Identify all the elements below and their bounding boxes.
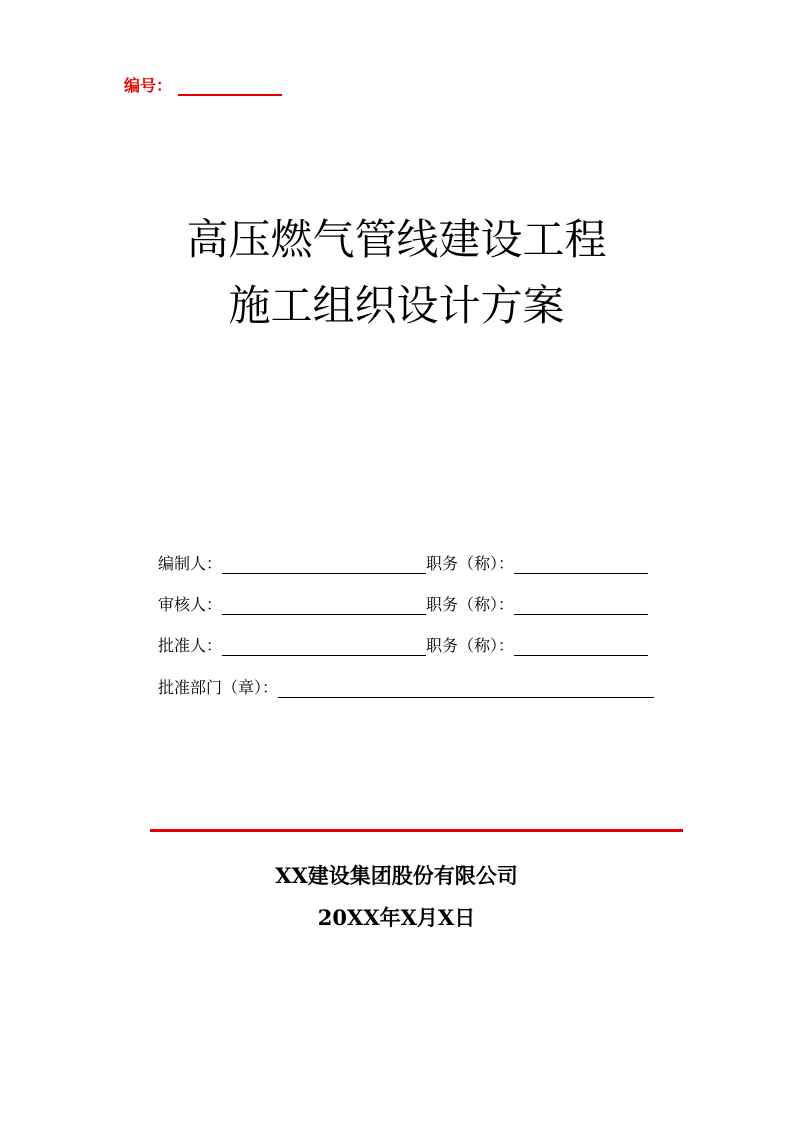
serial-blank-line[interactable] [178,78,282,96]
reviewer-label: 审核人： [158,595,223,614]
document-title-line1: 高压燃气管线建设工程 [186,215,607,264]
company-name: XX建设集团股份有限公司 [275,863,518,888]
red-divider [150,829,683,832]
document-title-line2: 施工组织设计方案 [228,281,565,330]
document-date: 20XX年X月X日 [317,905,476,930]
approval-dept-blank-line[interactable] [278,679,654,698]
approver-position-blank-line[interactable] [514,637,648,656]
compiler-position-blank-line[interactable] [514,555,648,574]
reviewer-row [158,591,648,615]
approval-dept-row [158,674,654,698]
approver-label: 批准人： [158,636,223,655]
approver-position-label: 职务（称）： [426,636,515,655]
serial-number [124,72,282,96]
approval-dept-label: 批准部门（章）： [158,678,279,697]
reviewer-blank-line[interactable] [222,596,426,615]
approver-row [158,632,648,656]
compiler-row [158,550,648,574]
approver-blank-line[interactable] [222,637,426,656]
serial-label: 编号： [124,76,173,95]
compiler-position-label: 职务（称）： [426,554,515,573]
compiler-label: 编制人： [158,554,223,573]
compiler-blank-line[interactable] [222,555,426,574]
reviewer-position-label: 职务（称）： [426,595,515,614]
reviewer-position-blank-line[interactable] [514,596,648,615]
